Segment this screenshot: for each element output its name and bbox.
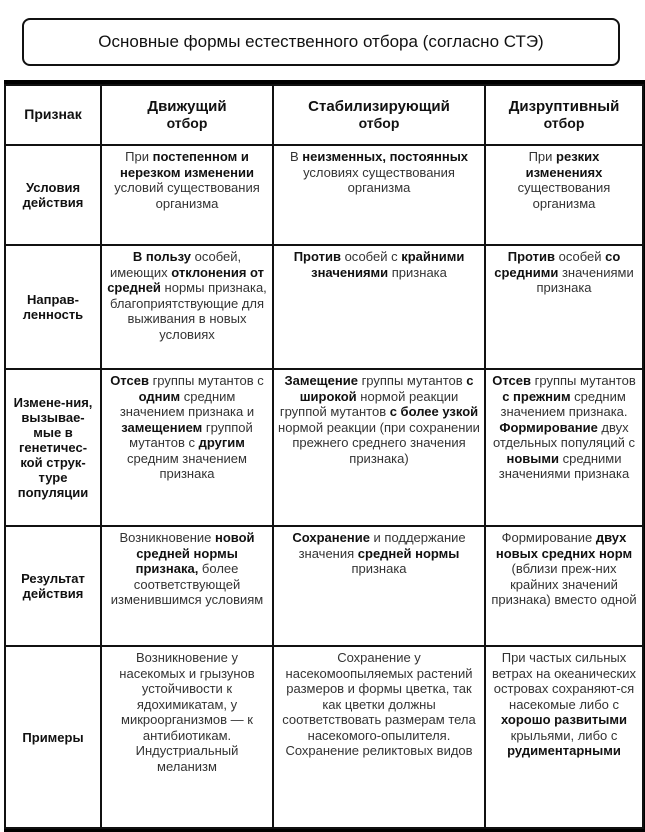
header-stabilizing <box>273 85 485 145</box>
table-cell: Сохранение у насекомоопыляемых растений размеров и формы цветка, так как цветки должны соответствовать размерам тела насекомого-опылителя. Сохранение реликтовых видов <box>273 646 485 828</box>
header-stabilizing-main: Стабилизирующий <box>308 98 450 115</box>
bold-term: хорошо развитыми <box>501 712 627 727</box>
header-feature: Признак <box>5 85 101 145</box>
header-disruptive-sub: отбор <box>543 115 585 131</box>
header-driving-sub: отбор <box>166 115 208 131</box>
bold-term: двух новых средних норм <box>495 530 633 561</box>
bold-term: средней нормы <box>357 545 460 561</box>
header-stabilizing-sub: отбор <box>358 115 400 131</box>
bold-term: Формирование <box>499 419 598 435</box>
table-row <box>5 369 643 526</box>
bold-term: с более узкой <box>389 404 479 419</box>
bold-term: замещением <box>121 419 203 435</box>
header-driving <box>101 85 273 145</box>
row-feature-label: Условия действия <box>5 145 101 245</box>
table-cell: Против особей со средними значениями признака <box>485 245 643 369</box>
table-cell: Сохранение и поддержание значения средней нормы признака <box>273 526 485 646</box>
table-row <box>5 526 643 646</box>
table-cell: При частых сильных ветрах на океанических островах сохраняют-ся насекомые либо с хорошо развитыми крыльями, либо с рудиментарными <box>485 646 643 828</box>
header-disruptive-main: Дизруптивный <box>508 98 620 115</box>
bold-term: новой средней нормы признака, <box>135 530 255 576</box>
table-cell: При резких изменениях существования организма <box>485 145 643 245</box>
bold-term: Сохранение <box>292 530 370 545</box>
bold-term: с прежним <box>502 388 571 404</box>
bold-term: новыми <box>506 450 559 466</box>
bold-term: отклонения от средней <box>107 264 265 295</box>
bold-term: со средними <box>494 249 621 280</box>
bold-term: Отсев <box>110 373 149 388</box>
bold-term: одним <box>138 388 181 404</box>
bold-term: рудиментарными <box>507 743 621 758</box>
header-disruptive <box>485 85 643 145</box>
bold-term: Замещение <box>284 373 358 388</box>
table-cell: Против особей с крайними значениями признака <box>273 245 485 369</box>
row-feature-label: Измене-ния, вызывае-мые в генетичес-кой струк-туре популяции <box>5 369 101 526</box>
bold-term: В пользу <box>132 249 191 264</box>
bold-term: Против <box>507 249 555 264</box>
row-feature-label: Примеры <box>5 646 101 828</box>
table-cell: Отсев группы мутантов с прежним средним значением признака. Формирование двух отдельных популяций с новыми средними значениями признака <box>485 369 643 526</box>
bold-term: постепенном и нерезком изменении <box>120 149 254 180</box>
table-cell: Возникновение у насекомых и грызунов устойчивости к ядохимикатам, у микроорганизмов — к антибиотикам. Индустриальный меланизм <box>101 646 273 828</box>
table-cell: Отсев группы мутантов с одним средним значением признака и замещением группой мутантов с другим средним значением признака <box>101 369 273 526</box>
table-cell: Возникновение новой средней нормы признака, более соответствующей изменившимся условиям <box>101 526 273 646</box>
table-row <box>5 145 643 245</box>
header-driving-main: Движущий <box>147 98 227 115</box>
bold-term: с широкой <box>299 373 474 404</box>
table-cell: В пользу особей, имеющих отклонения от средней нормы признака, благоприятствующие для выживания в новых условиях <box>101 245 273 369</box>
table-row <box>5 245 643 369</box>
bold-term: неизменных, постоянных <box>302 149 469 164</box>
selection-forms-table <box>4 84 644 829</box>
bold-term: Отсев <box>492 373 532 388</box>
bold-term: крайними значениями <box>311 249 465 280</box>
table-cell: Формирование двух новых средних норм (вблизи преж-них крайних значений признака) вместо одной <box>485 526 643 646</box>
bold-term: резких изменениях <box>525 149 603 180</box>
bold-term: Против <box>293 249 341 264</box>
header-row <box>5 85 643 145</box>
page-title: Основные формы естественного отбора (согласно СТЭ) <box>22 18 620 66</box>
bold-term: другим <box>198 435 245 450</box>
row-feature-label: Направ-ленность <box>5 245 101 369</box>
table-cell: В неизменных, постоянных условиях существования организма <box>273 145 485 245</box>
table-cell: Замещение группы мутантов с широкой нормой реакции группой мутантов с более узкой нормой реакции (при сохранении прежнего среднего значения признака) <box>273 369 485 526</box>
row-feature-label: Результат действия <box>5 526 101 646</box>
table-cell: При постепенном и нерезком изменении условий существования организма <box>101 145 273 245</box>
table-row <box>5 646 643 828</box>
